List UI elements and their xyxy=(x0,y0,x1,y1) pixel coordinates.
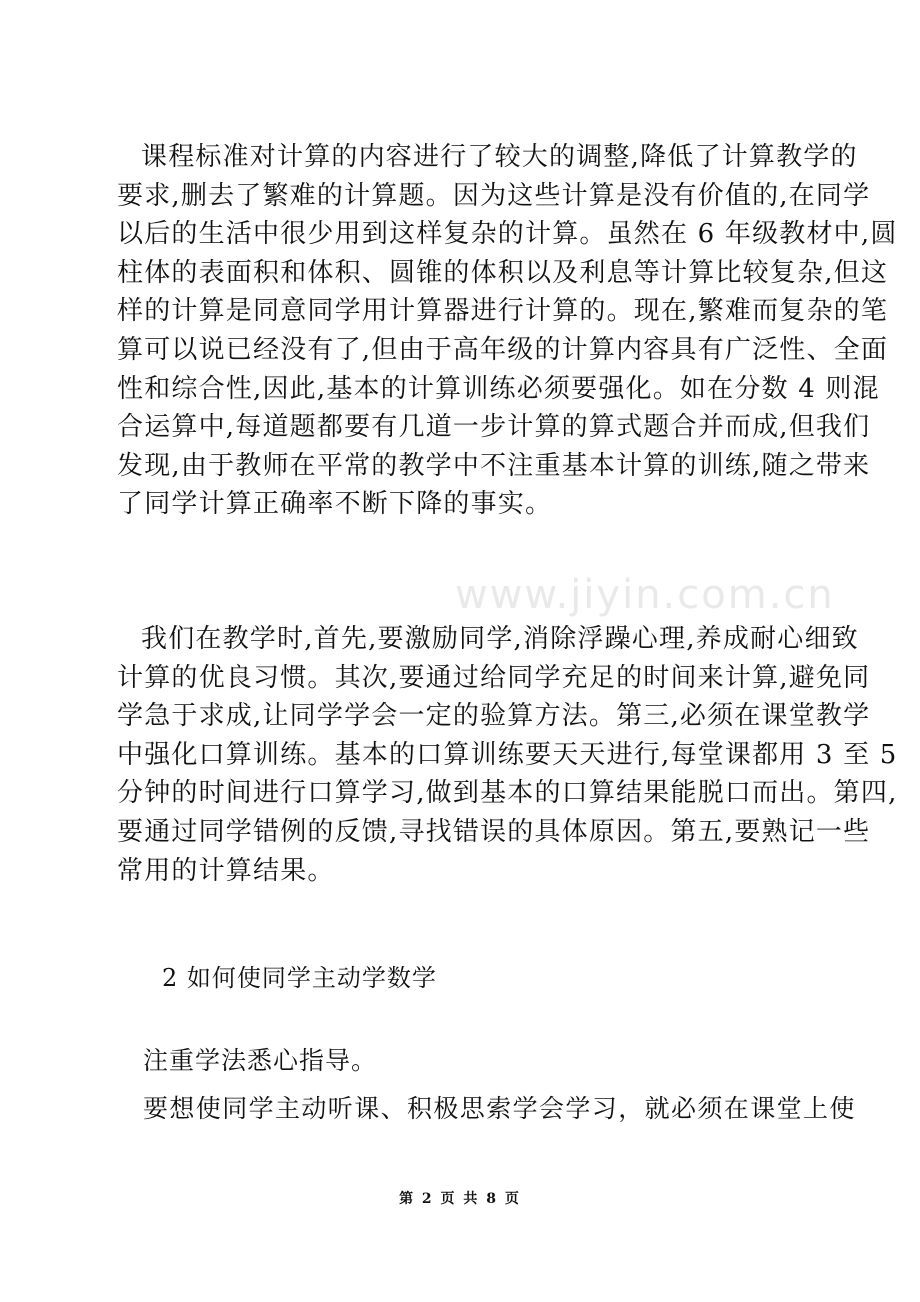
paragraph-line: 要通过同学错例的反馈,寻找错误的具体原因。第五,要熟记一些 xyxy=(117,816,871,847)
paragraph-line: 性和综合性,因此,基本的计算训练必须要强化。如在分数 4 则混 xyxy=(117,373,880,404)
paragraph-line: 柱体的表面积和体积、圆锥的体积以及利息等计算比较复杂,但这 xyxy=(117,257,889,288)
paragraph-line: 以后的生活中很少用到这样复杂的计算。虽然在 6 年级教材中,圆 xyxy=(117,219,898,250)
paragraph-teaching-methods xyxy=(117,620,898,890)
paragraph-line: 了同学计算正确率不断下降的事实。 xyxy=(117,489,553,520)
paragraph-line: 发现,由于教师在平常的教学中不注重基本计算的训练,随之带来 xyxy=(117,450,871,481)
paragraph-computation-requirements xyxy=(117,138,898,524)
paragraph-line: 课程标准对计算的内容进行了较大的调整,降低了计算教学的 xyxy=(141,142,858,172)
watermark: www.jiyin.com.cn xyxy=(455,572,835,618)
paragraph-line: 我们在教学时,首先,要激励同学,消除浮躁心理,养成耐心细致 xyxy=(141,624,859,654)
paragraph-line: 分钟的时间进行口算学习,做到基本的口算结果能脱口而出。第四, xyxy=(117,778,898,809)
page-number-footer: 第 2 页 共 8 页 xyxy=(399,1191,521,1207)
paragraph-line: 学急于求成,让同学学会一定的验算方法。第三,必须在课堂教学 xyxy=(117,701,871,732)
paragraph-line: 中强化口算训练。基本的口算训练要天天进行,每堂课都用 3 至 5 xyxy=(117,739,898,770)
section-heading: 2 如何使同学主动学数学 xyxy=(162,964,437,992)
subheading: 注重学法悉心指导。 xyxy=(143,1046,378,1075)
paragraph-line: 要想使同学主动听课、积极思索学会学习，就必须在课堂上使 xyxy=(143,1094,856,1123)
paragraph-line: 要求,删去了繁难的计算题。因为这些计算是没有价值的,在同学 xyxy=(117,180,871,211)
paragraph-line: 计算的优良习惯。其次,要通过给同学充足的时间来计算,避免同 xyxy=(117,662,871,693)
paragraph-line: 常用的计算结果。 xyxy=(117,855,335,886)
paragraph-line: 算可以说已经没有了,但由于高年级的计算内容具有广泛性、全面 xyxy=(117,334,889,365)
paragraph-line: 样的计算是同意同学用计算器进行计算的。现在,繁难而复杂的笔 xyxy=(117,296,889,327)
paragraph-line: 合运算中,每道题都要有几道一步计算的算式题合并而成,但我们 xyxy=(117,412,871,443)
